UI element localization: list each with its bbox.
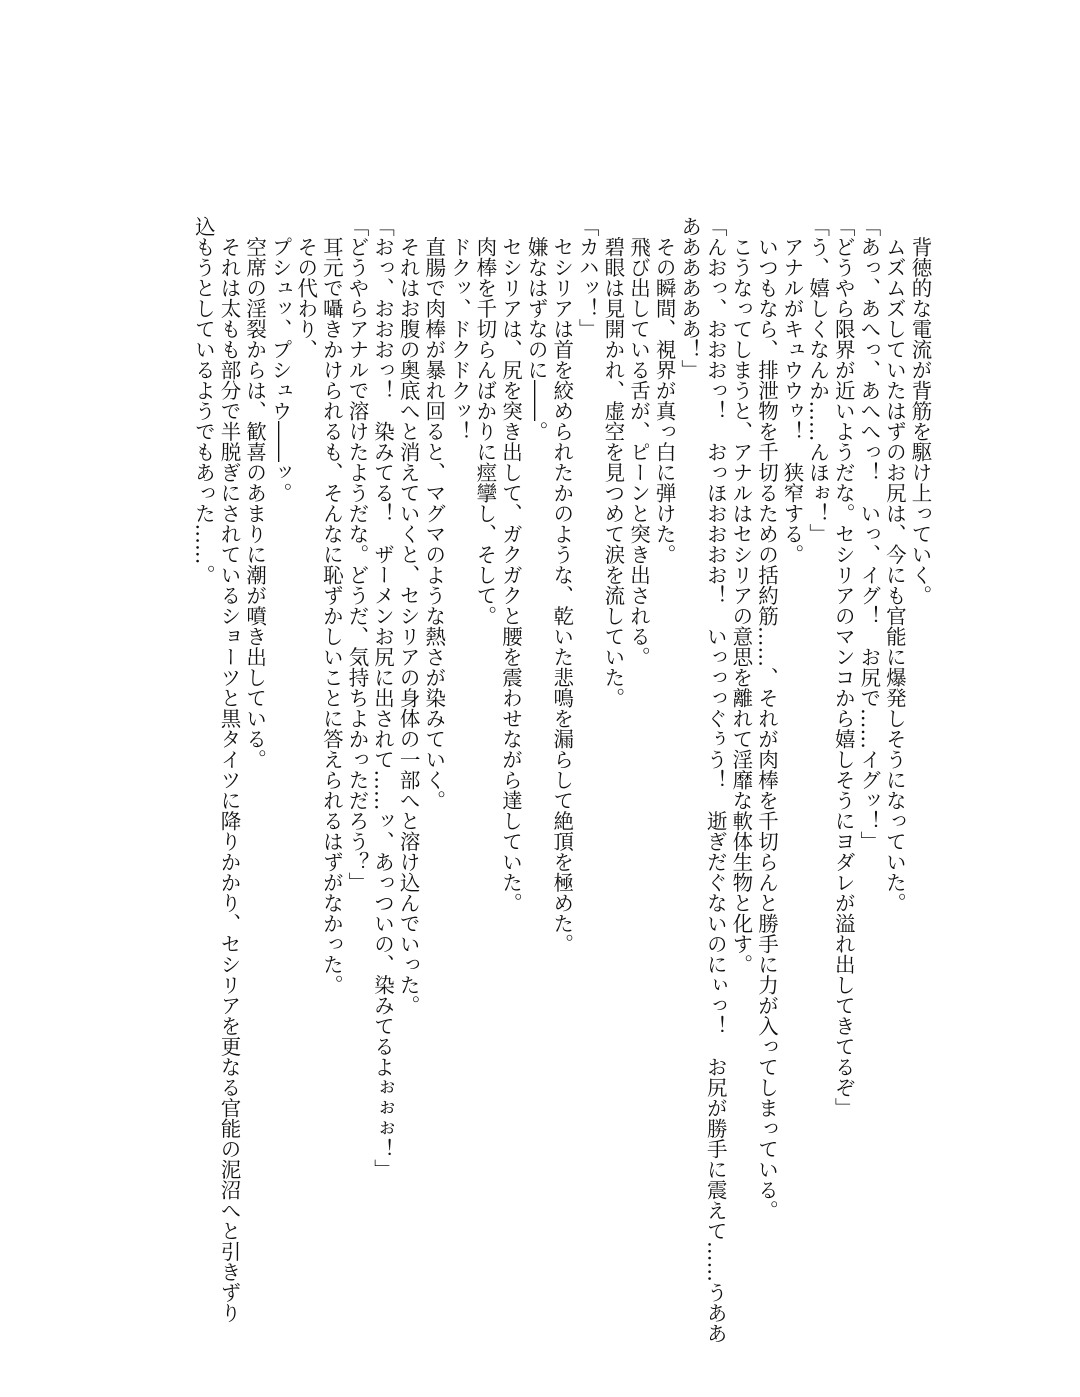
text-line: 「どうやらアナルで溶けたようだな。どうだ、気持ちよかっただろう？」 — [344, 216, 369, 893]
text-line: 碧眼は見開かれ、虚空を見つめて涙を流していた。 — [600, 216, 625, 708]
text-line: 直腸で肉棒が暴れ回ると、マグマのような熱さが染みていく。 — [421, 216, 446, 811]
text-line: 「おっ、おおおっ！ 染みてる！ ザーメンお尻に出されて……ッ、あっついの、染みてるよぉぉぉ！」 — [370, 216, 395, 1180]
text-line: その瞬間、視界が真っ白に弾けた。 — [652, 216, 677, 565]
text-line: アナルがキュウウゥ！ 狭窄する。 — [780, 216, 805, 565]
text-line: ムズムズしていたはずのお尻は、今にも官能に爆発しそうになっていた。 — [882, 216, 907, 913]
text-line: 込もうとしているようでもあった……。 — [191, 216, 216, 585]
text-line: 「カハッ！」 — [575, 216, 600, 339]
text-line: いつもなら、排泄物を千切るための括約筋……、それが肉棒を千切らんと勝手に力が入ってしまっている。 — [754, 216, 779, 1221]
text-line: セシリアは首を絞められたかのような、乾いた悲鳴を漏らして絶頂を極めた。 — [549, 216, 574, 954]
text-line: プシュッ、プシュウ――ッ。 — [268, 216, 293, 503]
text-line: 背徳的な電流が背筋を駆け上っていく。 — [908, 216, 932, 606]
text-line: 「う、嬉しくなんか……んほぉ！」 — [805, 216, 830, 544]
text-line: 「あっ、あへっ、あへへっ！ いっ、イグ！ お尻で……イグッ！」 — [856, 216, 881, 852]
text-line: セシリアは、尻を突き出して、ガクガクと腰を震わせながら達していた。 — [498, 216, 523, 913]
text-line: ドクッ、ドクドクッ！ — [447, 216, 472, 442]
text-line: それはお腹の奥底へと消えていくと、セシリアの身体の一部へと溶け込んでいった。 — [396, 216, 421, 1016]
vertical-text-body — [190, 216, 932, 1344]
text-line: 空席の淫裂からは、歓喜のあまりに潮が噴き出している。 — [242, 216, 267, 770]
text-line: その代わり、 — [293, 216, 318, 360]
text-line: 肉棒を千切らんばかりに痙攣し、そして。 — [472, 216, 497, 626]
text-line: ああああああ！」 — [677, 216, 702, 380]
text-line: それは太もも部分で半脱ぎにされているショーツと黒タイツに降りかかり、セシリアを更なる官能の泥沼へと引きずり — [216, 216, 241, 1323]
text-line: 嫌なはずなのに――。 — [524, 216, 549, 442]
text-line: 飛び出している舌が、ピーンと突き出される。 — [626, 216, 651, 667]
text-line: 耳元で囁きかけられるも、そんなに恥ずかしいことに答えられるはずがなかった。 — [319, 216, 344, 995]
text-line: こうなってしまうと、アナルはセシリアの意思を離れて淫靡な軟体生物と化す。 — [728, 216, 753, 975]
text-line: 「どうやら限界が近いようだな。セシリアのマンコから嬉しそうにヨダレが溢れ出してきてるぞ」 — [831, 216, 856, 1118]
text-line: 「んおっ、おおおっ！ おっほおおおお！ いっっっぐぅう！ 逝ぎだぐないのにぃっ！ お尻が勝手に震えて……うああ — [703, 216, 728, 1344]
